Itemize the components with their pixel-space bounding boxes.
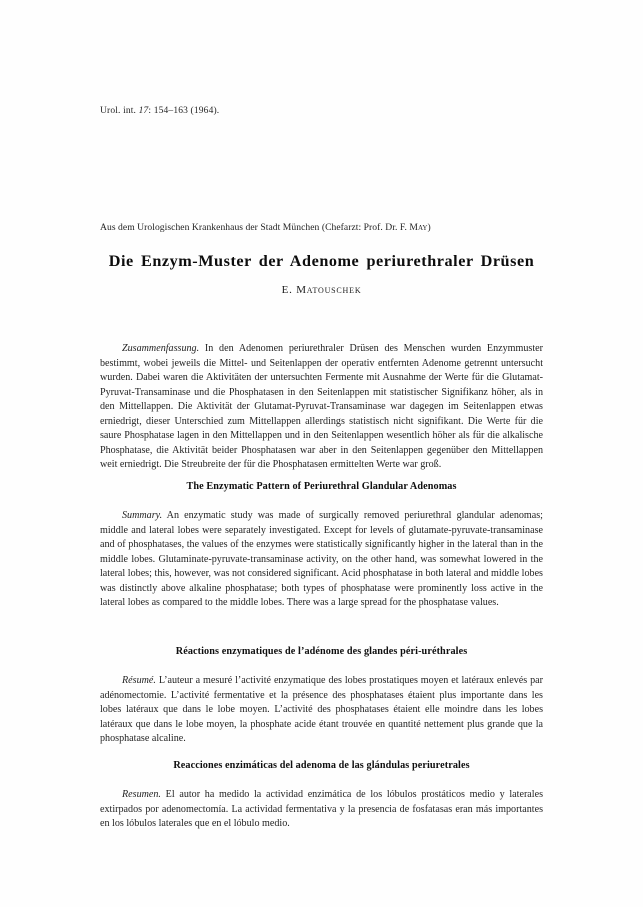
abstract-german-paragraph (100, 342, 543, 473)
abstract-german (100, 332, 543, 483)
abstract-german-lead: Zusammenfassung. (122, 343, 200, 355)
abstract-spanish-paragraph (100, 788, 543, 832)
abstract-english-text: An enzymatic study was made of surgically removed periurethral glandular adenomas; middle and lateral lobes were separately investigated. Except for levels of glutamate-pyruvate-transaminase and of phosphatases, the values of the enzymes were statistically significantly higher in the lateral than in the middle lobes. Glutaminate-pyruvate-transaminase activity, on the other hand, was somewhat lowered in the lateral lobes; this, however, was not considered significant. Acid phosphatase in both lateral and middle lobes was distinctly above alkaline phosphatase; both types of phosphatase were prominently loss active in the lateral lobes as compared to the middle lobes. There was a large spread for the phosphatase values. (100, 510, 543, 609)
citation-pages: : 154–163 (1964). (148, 106, 220, 116)
abstract-french (100, 664, 543, 757)
affiliation-editor-name: May (409, 222, 428, 233)
citation-journal: Urol. int. (100, 106, 137, 116)
affiliation-line (100, 222, 543, 233)
author-name: E. Matouschek (281, 284, 362, 296)
abstract-spanish-lead: Resumen. (122, 789, 161, 801)
abstract-french-lead: Résumé. (122, 675, 156, 687)
affiliation-text-end: ) (427, 222, 431, 233)
affiliation-text: Aus dem Urologischen Krankenhaus der Stadt München (Chefarzt: Prof. Dr. F. (100, 222, 410, 233)
abstract-english-heading: The Enzymatic Pattern of Periurethral Glandular Adenomas (186, 481, 457, 492)
journal-citation (100, 106, 219, 116)
abstract-english-paragraph (100, 509, 543, 611)
abstract-english-lead: Summary. (122, 510, 163, 522)
abstract-german-text: In den Adenomen periurethraler Drüsen des Menschen wurden Enzymmuster bestimmt, wobei jeweils die Mittel- und Seitenlappen der operativ entfernten Adenome getrennt untersucht wurden. Dabei waren die Aktivitäten der untersuchten Fermente mit Ausnahme der Werte für die Glutamat-Pyruvat-Transaminase und die Phosphatasen in den Seitenlappen mit statistischer Signifikanz höher, als in den Mittellappen. Die Aktivität der Glutamat-Pyruvat-Transaminase war dagegen im Seitenlappen etwas erniedrigt, dieser Unterschied zum Mittellappen allerdings statistisch nicht signifikant. Die Werte für die saure Phosphatase lagen in den Mittellappen und in den Seitenlappen wesentlich höher als für die alkalische Phosphatase, die Aktivität beider Phosphatasen war aber in den Seitenlappen gegenüber den Mittellappen weit erniedrigt. Die Streubreite der für die Phosphatasen ermittelten Werte war groß. (100, 343, 543, 471)
abstract-spanish-text: El autor ha medido la actividad enzimática de los lóbulos prostáticos medio y laterales extirpados por adenomectomía. La actividad fermentativa y la presencia de fosfatasas eran más importantes en los lóbulos laterales que en el lóbulo medio. (100, 789, 543, 830)
abstract-french-text: L’auteur a mesuré l’activité enzymatique des lobes prostatiques moyen et latéraux enlevés par adénomectomie. L’activité fermentative et la présence des phosphatases étaient plus importante dans les lobes latéraux que dans le lobe moyen. L’activité des phosphatases étaient elle moindre dans les lobes latéraux que dans le lobe moyen, la phosphate acide étant trouvée en quantité nettement plus grande que la phosphatase alcaline. (100, 675, 543, 745)
citation-volume: 17 (138, 106, 149, 116)
abstract-spanish (100, 778, 543, 842)
abstract-spanish-heading: Reacciones enzimáticas del adenoma de las glándulas periuretrales (173, 760, 470, 771)
abstract-english (100, 499, 543, 621)
abstract-french-paragraph (100, 674, 543, 747)
page-title: Die Enzym-Muster der Adenome periurethraler Drüsen (108, 252, 535, 270)
abstract-french-heading: Réactions enzymatiques de l’adénome des glandes péri-uréthrales (175, 646, 468, 657)
